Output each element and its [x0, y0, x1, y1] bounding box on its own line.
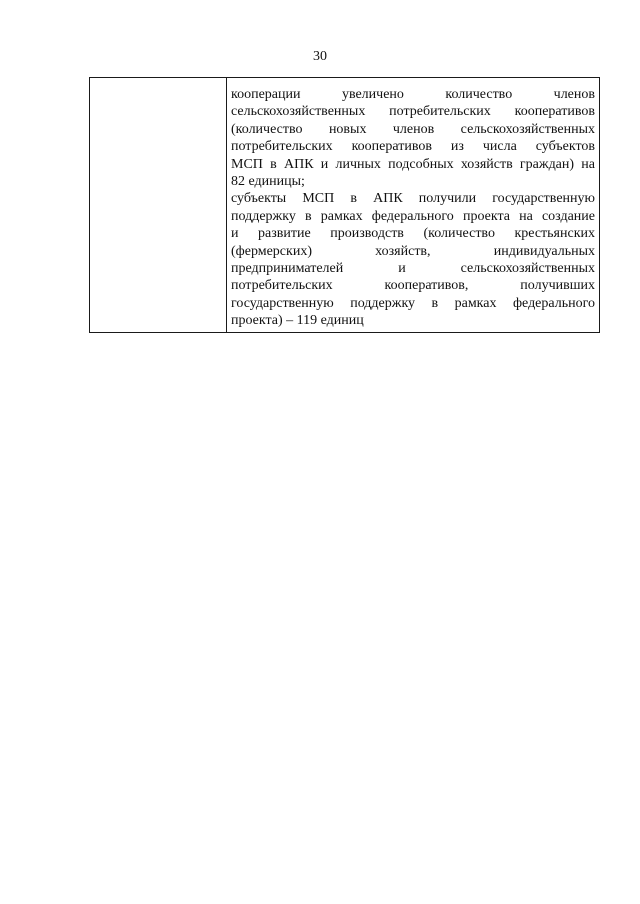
- text-line: МСП в АПК и личных подсобных хозяйств граждан) на: [231, 156, 595, 172]
- text-line: субъекты МСП в АПК получили государственную: [231, 191, 595, 207]
- text-line: кооперации увеличено количество членов: [231, 87, 595, 102]
- text-line: (количество новых членов сельскохозяйственных: [231, 121, 595, 137]
- text-line: потребительских кооперативов из числа субъектов: [231, 139, 595, 155]
- document-table: [89, 77, 600, 333]
- text-line: проекта) – 119 единиц: [231, 313, 364, 329]
- page-number: 30: [313, 49, 327, 64]
- text-line: 82 единицы;: [231, 173, 305, 189]
- text-line: поддержку в рамках федерального проекта на создание: [231, 208, 595, 224]
- text-line: государственную поддержку в рамках федерального: [231, 295, 595, 311]
- text-line: и развитие производств (количество крестьянских: [231, 226, 595, 242]
- table-cell-left: [90, 78, 227, 332]
- text-line: (фермерских) хозяйств, индивидуальных: [231, 243, 595, 259]
- text-line: сельскохозяйственных потребительских кооперативов: [231, 104, 595, 120]
- text-line: предпринимателей и сельскохозяйственных: [231, 260, 595, 276]
- table-cell-right: [227, 78, 599, 332]
- text-line: потребительских кооперативов, получивших: [231, 278, 595, 294]
